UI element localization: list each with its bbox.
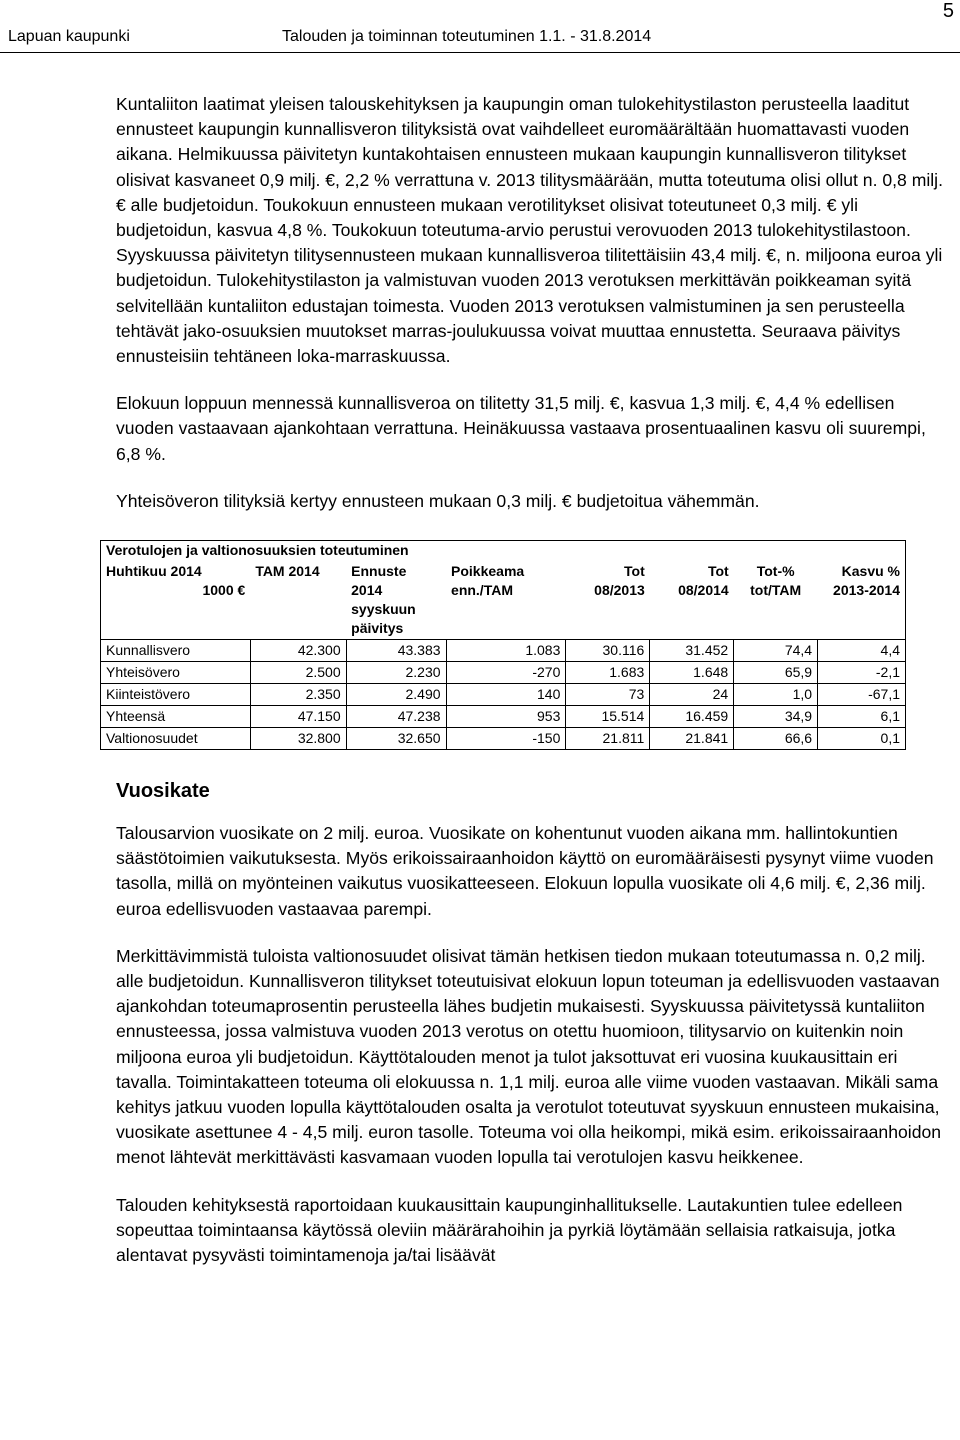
row-label: Valtionosuudet <box>101 728 251 750</box>
cell-growth: 4,4 <box>818 640 906 662</box>
paragraph-tax-forecast: Kuntaliiton laatimat yleisen talouskehityksen ja kaupungin oman tulokehitystilaston perusteella laaditut ennusteet kaupungin kunnallisveron tilityksistä ovat vaihdelleet euromäärältään huomattavasti vuoden aikana. Helmikuussa päivitetyn kuntakohtaisen ennusteen mukaan kaupungin kunnallisveron tilitykset olisivat kasvaneet 0,9 milj. €, 2,2 % verrattuna v. 2013 tilitysmäärään, mutta toteutuma olisi ollut n. 0,8 milj. € alle budjetoidun. Toukokuun ennusteen mukaan verotilitykset olisivat toteutuneet 0,3 milj. € yli budjetoidun, kasvua 4,8 %. Toukokuun toteutuma-arvio perustui verovuoden 2013 tulokehitystilastoon. Syyskuussa päivitetyn tilitysennusteen mukaan kunnallisveroa tilitettäisiin 43,4 milj. €, n. miljoona euroa yli budjetoidun. Tulokehitystilaston ja valmistuvan vuoden 2013 verotuksen merkittävän poikkeaman syitä selvitellään kuntaliiton edustajan toimesta. Vuoden 2013 verotuksen valmistuminen ja sen perusteella tehtävät jako-osuuksien muutokset marras-joulukuussa voivat muuttaa ennustetta. Seuraava päivitys ennusteisiin tehtäneen loka-marraskuussa. <box>116 94 943 367</box>
cell-tot-percent: 34,9 <box>734 706 818 728</box>
cell-tot-2014: 16.459 <box>650 706 734 728</box>
section-heading-vuosikate: Vuosikate <box>116 780 210 803</box>
cell-tam: 42.300 <box>250 640 346 662</box>
page-content <box>106 92 946 1290</box>
cell-forecast: 32.650 <box>346 728 446 750</box>
header-organization: Lapuan kaupunki <box>8 28 130 45</box>
header-unit-label: 1000 € <box>202 582 246 599</box>
cell-forecast: 2.230 <box>346 662 446 684</box>
table-row <box>101 684 906 706</box>
cell-tot-2013: 73 <box>566 684 650 706</box>
header-growth <box>818 561 906 640</box>
cell-growth: -2,1 <box>818 662 906 684</box>
cell-tam: 2.500 <box>250 662 346 684</box>
header-period-label: Huhtikuu 2014 <box>106 563 202 580</box>
header-tot-2014-line2: 08/2014 <box>678 582 729 599</box>
header-forecast-line2: 2014 <box>351 582 383 599</box>
cell-forecast: 2.490 <box>346 684 446 706</box>
header-growth-line2: 2013-2014 <box>833 582 900 599</box>
header-tot-2013 <box>566 561 650 640</box>
cell-tot-2013: 21.811 <box>566 728 650 750</box>
paragraph-august-tax: Elokuun loppuun mennessä kunnallisveroa on tilitetty 31,5 milj. €, kasvua 1,3 milj. €, 4,4 % edellisen vuoden vastaavaan ajankohtaan verrattuna. Heinäkuussa vastaava prosentuaalinen kasvu oli suurempi, 6,8 %. <box>116 393 926 464</box>
table-caption: Verotulojen ja valtionosuuksien toteutuminen <box>101 541 906 562</box>
header-tot-percent <box>734 561 818 640</box>
cell-growth: -67,1 <box>818 684 906 706</box>
table-row <box>101 640 906 662</box>
cell-tot-2013: 30.116 <box>566 640 650 662</box>
cell-tot-percent: 74,4 <box>734 640 818 662</box>
row-label: Kiinteistövero <box>101 684 251 706</box>
cell-deviation: 140 <box>446 684 566 706</box>
row-label: Kunnallisvero <box>101 640 251 662</box>
header-forecast-line1: Ennuste <box>351 563 407 580</box>
header-deviation-line1: Poikkeama <box>451 563 525 580</box>
cell-tam: 32.800 <box>250 728 346 750</box>
header-forecast <box>346 561 446 640</box>
header-tam-label: TAM 2014 <box>255 563 320 580</box>
tax-revenue-table <box>100 540 906 750</box>
row-label: Yhteisövero <box>101 662 251 684</box>
cell-deviation: -150 <box>446 728 566 750</box>
paragraph-vuosikate-outlook: Merkittävimmistä tuloista valtionosuudet olisivat tämän hetkisen tiedon mukaan toteutumassa n. 0,2 milj. alle budjetoidun. Kunnallisveron tilitykset toteutuisivat elokuun lopun toteuman ja edellisvuoden vastaavan ajankohdan toteumaprosentin perusteella lähes budjetin mukaisesti. Syyskuussa päivitetyssä kuntaliiton ennusteessa, jossa valmistuva vuoden 2013 verotus on otettu huomioon, tilitysarvio on kuitenkin noin miljoona euroa yli budjetoidun. Käyttötalouden menot ja tulot jaksottuvat eri vuosina kuukausittain eri tavalla. Toimintakatteen toteuma oli elokuussa n. 1,1 milj. euroa alle viime vuoden vastaavan. Mikäli sama kehitys jatkuu vuoden lopulla käyttötalouden osalta ja verotulot toteutuvat syyskuun ennusteen mukaisina, vuosikate asettunee 4 - 4,5 milj. euron tasolle. Toteuma voi olla heikompi, mikä esim. erikoissairaanhoidon menot lähtevät merkittävästi kasvamaan vuoden lopulla tai verotulojen kasvu heikkenee. <box>116 945 942 1168</box>
paragraph-vuosikate-budget: Talousarvion vuosikate on 2 milj. euroa. Vuosikate on kohentunut vuoden aikana mm. hallintokuntien säästötoimien vaikutuksesta. Myös erikoissairaanhoidon käyttö on euromääräisesti pysynyt viime vuoden tasolla, millä on myönteinen vaikutus vuosikatteeseen. Elokuun lopulla vuosikate oli 4,6 milj. €, 2,36 milj. euroa edellisvuoden vastaavaa parempi. <box>116 823 934 919</box>
header-forecast-line4: päivitys <box>351 620 404 637</box>
table-row <box>101 728 906 750</box>
header-tot-2014-line1: Tot <box>707 563 729 580</box>
cell-tot-percent: 1,0 <box>734 684 818 706</box>
header-tot-2014 <box>650 561 734 640</box>
cell-deviation: 1.083 <box>446 640 566 662</box>
cell-tam: 47.150 <box>250 706 346 728</box>
cell-growth: 6,1 <box>818 706 906 728</box>
table-header-row <box>101 561 906 640</box>
header-tam <box>250 561 346 640</box>
header-tot-2013-line2: 08/2013 <box>594 582 645 599</box>
header-title: Talouden ja toiminnan toteutuminen 1.1. - 31.8.2014 <box>282 28 652 45</box>
header-period <box>101 561 251 640</box>
row-label: Yhteensä <box>101 706 251 728</box>
header-tot-percent-line2: tot/TAM <box>750 582 802 599</box>
header-forecast-line3: syyskuun <box>351 601 416 618</box>
paragraph-corporate-tax: Yhteisöveron tilityksiä kertyy ennusteen mukaan 0,3 milj. € budjetoitua vähemmän. <box>116 490 760 511</box>
page-number: 5 <box>942 0 954 22</box>
header-deviation <box>446 561 566 640</box>
cell-tot-2013: 15.514 <box>566 706 650 728</box>
cell-growth: 0,1 <box>818 728 906 750</box>
cell-tot-2014: 21.841 <box>650 728 734 750</box>
cell-tot-2014: 31.452 <box>650 640 734 662</box>
table-row <box>101 706 906 728</box>
header-growth-line1: Kasvu % <box>841 563 900 580</box>
cell-tot-2014: 24 <box>650 684 734 706</box>
cell-tot-percent: 65,9 <box>734 662 818 684</box>
header-tot-percent-line1: Tot-% <box>756 563 795 580</box>
paragraph-reporting: Talouden kehityksestä raportoidaan kuukausittain kaupunginhallitukselle. Lautakuntien tulee edelleen sopeuttaa toimintaansa käytössä oleviin määrärahoihin ja pyrkiä löytämään sellaisia ratkaisuja, jotka alentavat pysyvästi toimintamenoja ja/tai lisäävät <box>116 1194 903 1266</box>
cell-tot-percent: 66,6 <box>734 728 818 750</box>
cell-deviation: 953 <box>446 706 566 728</box>
cell-tot-2014: 1.648 <box>650 662 734 684</box>
header-deviation-line2: enn./TAM <box>451 582 513 599</box>
cell-forecast: 43.383 <box>346 640 446 662</box>
cell-tot-2013: 1.683 <box>566 662 650 684</box>
cell-deviation: -270 <box>446 662 566 684</box>
cell-forecast: 47.238 <box>346 706 446 728</box>
header-tot-2013-line1: Tot <box>624 563 645 580</box>
cell-tam: 2.350 <box>250 684 346 706</box>
table-row <box>101 662 906 684</box>
running-header <box>0 28 960 53</box>
